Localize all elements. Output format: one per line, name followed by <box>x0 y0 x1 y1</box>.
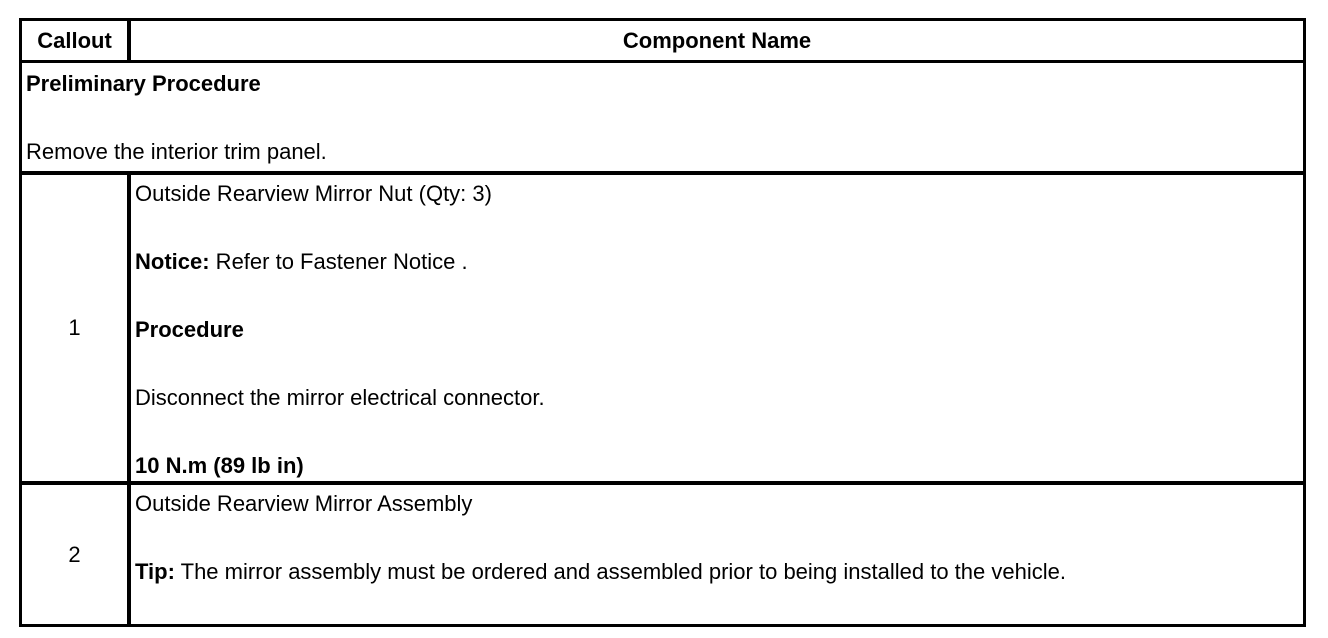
table-row <box>22 485 1303 624</box>
procedure-label: Procedure <box>135 317 244 342</box>
header-callout: Callout <box>22 21 131 60</box>
preliminary-procedure-row <box>22 63 1303 175</box>
preliminary-title: Preliminary Procedure <box>26 71 261 96</box>
preliminary-text: Remove the interior trim panel. <box>26 139 327 164</box>
notice-label: Notice: <box>135 249 210 274</box>
component-cell <box>131 485 1303 624</box>
component-table <box>19 18 1306 627</box>
table-header-row <box>22 21 1303 63</box>
table-row <box>22 175 1303 485</box>
header-component-name: Component Name <box>622 27 812 53</box>
component-name: Outside Rearview Mirror Nut (Qty: 3) <box>135 181 492 206</box>
tip-label: Tip: <box>135 559 175 584</box>
component-name: Outside Rearview Mirror Assembly <box>135 491 473 516</box>
component-cell <box>131 175 1303 481</box>
callout-number: 1 <box>22 175 131 481</box>
torque-spec: 10 N.m (89 lb in) <box>135 453 304 478</box>
notice-line <box>135 249 468 275</box>
procedure-text: Disconnect the mirror electrical connector. <box>135 385 545 410</box>
tip-text: The mirror assembly must be ordered and assembled prior to being installed to the vehicle. <box>174 559 1066 584</box>
tip-line <box>135 559 1066 585</box>
notice-text: Refer to Fastener Notice . <box>209 249 468 274</box>
callout-number: 2 <box>22 485 131 624</box>
